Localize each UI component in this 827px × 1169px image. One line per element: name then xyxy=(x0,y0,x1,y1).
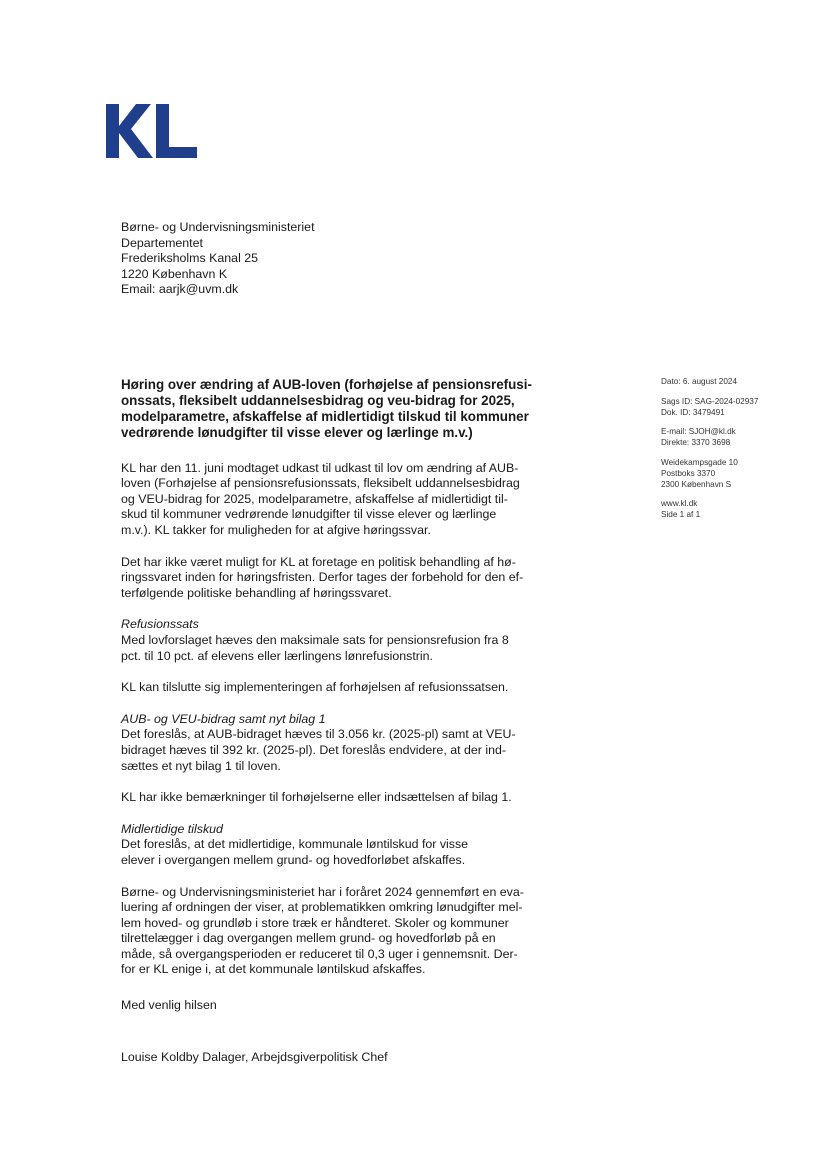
kl-logo xyxy=(106,102,198,160)
evaluation-paragraph xyxy=(121,885,571,979)
paragraph-line: Børne- og Undervisningsministeriet har i foråret 2024 gennemført en eva- xyxy=(121,884,524,899)
meta-doc-id: Dok. ID: 3479491 xyxy=(661,407,725,417)
refusion-section xyxy=(121,617,571,664)
paragraph-line: KL kan tilslutte sig implementeringen af forhøjelsen af refusionssatsen. xyxy=(121,680,509,695)
paragraph-line: pct. til 10 pct. af elevens eller lærlingens lønrefusionstrin. xyxy=(121,648,433,663)
signature-line: Louise Koldby Dalager, Arbejdsgiverpolitisk Chef xyxy=(121,1049,388,1064)
paragraph-line: tilrettelægger i dag overgangen mellem grund- og hovedforløb på en xyxy=(121,931,496,946)
paragraph-line: elever i overgangen mellem grund- og hovedforløbet afskaffes. xyxy=(121,852,466,867)
paragraph-line: sættes et nyt bilag 1 til loven. xyxy=(121,758,281,773)
logo-letter-k xyxy=(106,104,153,158)
meta-ids-group xyxy=(661,397,758,419)
meta-page-number: Side 1 af 1 xyxy=(661,510,701,520)
recipient-line: Departementet xyxy=(121,235,203,250)
logo-letter-l xyxy=(156,104,197,158)
heading-line: modelparametre, afskaffelse af midlertidigt tilskud til kommuner xyxy=(121,408,529,424)
recipient-line: Børne- og Undervisningsministeriet xyxy=(121,220,315,234)
meta-date-group xyxy=(661,377,758,388)
letter-body xyxy=(121,377,571,1081)
paragraph-line: måde, så overgangsperioden er reduceret til 0,3 uger i gennemsnit. Der- xyxy=(121,946,518,961)
paragraph-line: Det har ikke været muligt for KL at foretage en politisk behandling af hø- xyxy=(121,554,516,569)
meta-case-id: Sags ID: SAG-2024-02937 xyxy=(661,396,759,406)
paragraph-line: for er KL enige i, at det kommunale løntilskud afskaffes. xyxy=(121,962,426,977)
recipient-line: Frederiksholms Kanal 25 xyxy=(121,251,259,266)
closing-greeting xyxy=(121,998,571,1014)
letter-meta-sidebar xyxy=(661,377,758,530)
section-title-tilskud: Midlertidige tilskud xyxy=(121,821,223,836)
meta-contact-group xyxy=(661,427,758,449)
meta-website: www.kl.dk xyxy=(661,499,698,509)
heading-line: Høring over ændring af AUB-loven (forhøjelse af pensionsrefusi- xyxy=(121,377,532,392)
heading-line: vedrørende lønudgifter til visse elever og lærlinge m.v.) xyxy=(121,424,473,440)
paragraph-line: terfølgende politiske behandling af høringssvaret. xyxy=(121,585,392,600)
paragraph-line: Det foreslås, at AUB-bidraget hæves til 3.056 kr. (2025-pl) samt at VEU- xyxy=(121,727,516,742)
paragraph-line: loven (Forhøjelse af pensionsrefusionssats, fleksibelt uddannelsesbidrag xyxy=(121,476,520,491)
paragraph-line: og VEU-bidrag for 2025, modelparametre, afskaffelse af midlertidigt til- xyxy=(121,491,508,506)
paragraph-line: ringssvaret inden for høringsfristen. Derfor tages der forbehold for den ef- xyxy=(121,570,524,585)
section-title-aub-veu: AUB- og VEU-bidrag samt nyt bilag 1 xyxy=(121,711,326,726)
paragraph-line: luering af ordningen der viser, at problematikken omkring lønudgifter mel- xyxy=(121,900,523,915)
refusion-comment xyxy=(121,680,571,696)
letter-heading xyxy=(121,377,571,441)
paragraph-line: lem hoved- og grundløb i store træk er håndteret. Skoler og kommuner xyxy=(121,915,509,930)
tilskud-section xyxy=(121,822,571,869)
meta-email: E-mail: SJOH@kl.dk xyxy=(661,427,736,437)
recipient-address xyxy=(121,220,315,298)
aub-comment xyxy=(121,790,571,806)
meta-date: Dato: 6. august 2024 xyxy=(661,377,738,386)
paragraph-line: KL har ikke bemærkninger til forhøjelserne eller indsættelsen af bilag 1. xyxy=(121,790,512,805)
meta-city: 2300 København S xyxy=(661,479,732,489)
heading-line: onssats, fleksibelt uddannelsesbidrag og veu-bidrag for 2025, xyxy=(121,392,515,408)
meta-pobox: Postboks 3370 xyxy=(661,468,716,478)
paragraph-line: m.v.). KL takker for muligheden for at afgive høringssvar. xyxy=(121,523,431,537)
meta-street: Weidekampsgade 10 xyxy=(661,457,738,467)
paragraph-line: KL har den 11. juni modtaget udkast til udkast til lov om ændring af AUB- xyxy=(121,460,519,475)
section-title-refusionssats: Refusionssats xyxy=(121,617,199,632)
reservation-paragraph xyxy=(121,555,571,602)
recipient-line: 1220 København K xyxy=(121,266,228,281)
recipient-email: Email: aarjk@uvm.dk xyxy=(121,282,239,297)
paragraph-line: Med lovforslaget hæves den maksimale sats for pensionsrefusion fra 8 xyxy=(121,632,509,647)
closing-line: Med venlig hilsen xyxy=(121,998,217,1013)
meta-direct-phone: Direkte: 3370 3698 xyxy=(661,438,731,448)
signature xyxy=(121,1050,571,1066)
meta-web-group xyxy=(661,499,758,521)
meta-address-group xyxy=(661,458,758,490)
paragraph-line: bidraget hæves til 392 kr. (2025-pl). Det foreslås endvidere, at der ind- xyxy=(121,742,506,757)
paragraph-line: Det foreslås, at det midlertidige, kommunale løntilskud for visse xyxy=(121,837,469,852)
paragraph-line: skud til kommuner vedrørende lønudgifter til visse elever og lærlinge xyxy=(121,507,497,522)
intro-paragraph xyxy=(121,461,571,539)
aub-section xyxy=(121,712,571,774)
